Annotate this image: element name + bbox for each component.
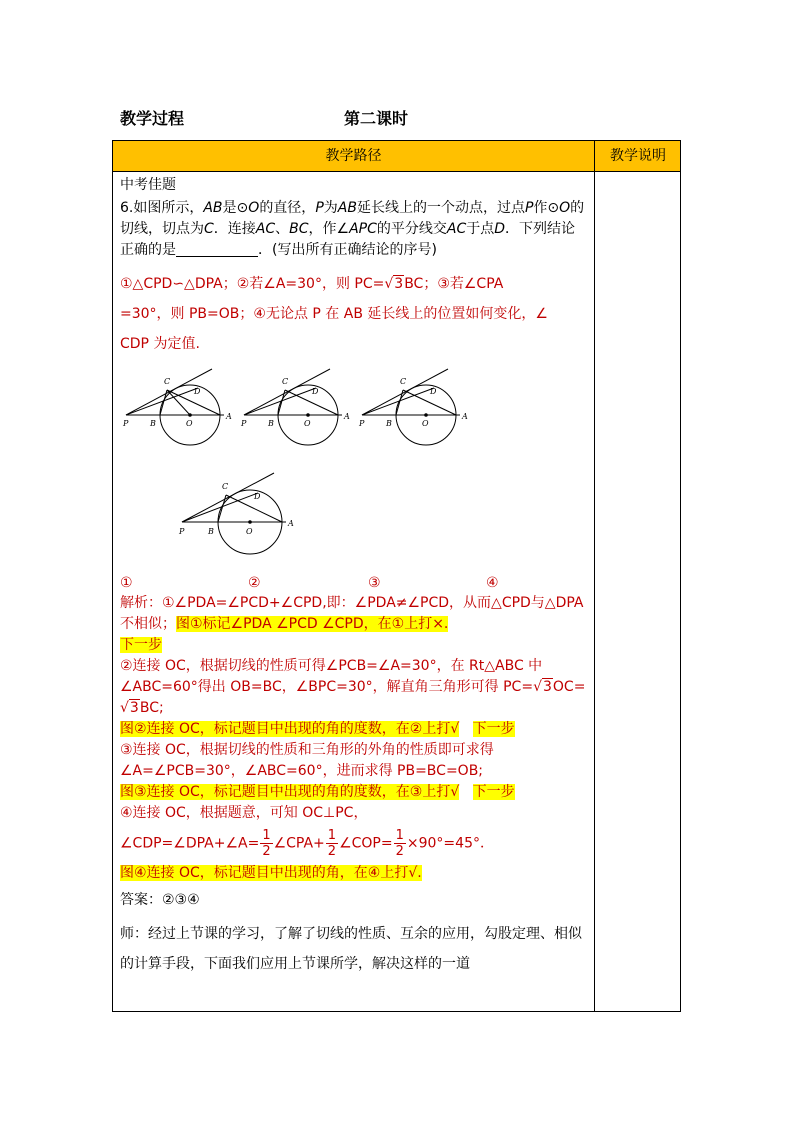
svg-text:D: D: [254, 492, 261, 501]
next-step-3: 下一步: [472, 784, 515, 800]
figure-number-1: ①: [120, 575, 133, 591]
svg-text:O: O: [304, 419, 311, 428]
svg-text:A: A: [288, 519, 294, 528]
svg-text:P: P: [241, 419, 247, 428]
figure-number-2: ②: [248, 575, 261, 591]
col-header-notes: 教学说明: [610, 148, 666, 164]
svg-text:D: D: [430, 387, 437, 396]
figure-1: [120, 363, 240, 453]
svg-text:D: D: [194, 387, 201, 396]
svg-text:C: C: [164, 377, 171, 386]
analysis-step-4: ④连接 OC，根据题意，可知 OC⊥PC，: [120, 805, 368, 821]
svg-text:D: D: [312, 387, 319, 396]
svg-text:P: P: [359, 419, 365, 428]
figure-4: [176, 467, 306, 565]
svg-text:O: O: [186, 419, 193, 428]
answer-line: 答案：②③④: [120, 892, 200, 908]
figure-number-4: ④: [486, 575, 499, 591]
svg-text:O: O: [246, 527, 253, 536]
problem-text: 6.如图所示，AB是⊙O的直径，P为AB延长线上的一个动点，过点P作⊙O的切线，切点为C．连接AC、BC，作∠APC的平分线交AC于点D．下列结论正确的是 ．(写出所有正确结论的序号): [120, 200, 585, 258]
teaching-path-content: [120, 175, 588, 979]
highlight-step-3: 图③连接 OC，标记题目中出现的角的度数，在③上打√: [120, 784, 460, 800]
figure-3: [356, 363, 476, 453]
analysis-step-2: ②连接 OC，根据切线的性质可得∠PCB=∠A=30°，在 Rt△ABC 中∠ABC=60°得出 OB=BC，∠BPC=30°，解直角三角形可得 PC=√3OC=√3BC;: [120, 658, 586, 716]
next-step-2: 下一步: [472, 721, 515, 737]
svg-text:A: A: [344, 412, 350, 421]
angle-formula: ∠CDP=∠DPA+∠A= $\frac{1}{2}$ ∠CPA+ $\frac{1}{2}$ ∠COP= $\frac{1}{2}$ ×90°=45°．: [120, 828, 494, 859]
svg-text:B: B: [150, 419, 156, 428]
lesson-title: 第二课时: [344, 109, 409, 128]
figure-numbers: [120, 573, 588, 593]
svg-text:B: B: [208, 527, 214, 536]
svg-text:P: P: [179, 527, 185, 536]
svg-text:B: B: [386, 419, 392, 428]
svg-text:C: C: [400, 377, 407, 386]
highlight-step-4: 图④连接 OC，标记题目中出现的角，在④上打√.: [120, 865, 422, 881]
highlight-step-1: 图①标记∠PDA ∠PCD ∠CPD，在①上打×.: [176, 616, 449, 632]
next-step-1: 下一步: [120, 637, 162, 653]
column-divider: [594, 141, 595, 1011]
figure-2: [238, 363, 358, 453]
analysis-step-3: ③连接 OC，根据切线的性质和三角形的外角的性质即可求得∠A=∠PCB=30°，∠ABC=60°，进而求得 PB=BC=OB;: [120, 742, 494, 779]
highlight-step-2: 图②连接 OC，标记题目中出现的角的度数，在②上打√: [120, 721, 460, 737]
statements: ①△CPD∽△DPA；②若∠A=30°，则 PC=√3BC；③若∠CPA =30°，则 PB=OB；④无论点 P 在 AB 延长线上的位置如何变化，∠ CDP 为定值.: [120, 269, 588, 359]
geometry-figures: [120, 363, 588, 573]
analysis-step-1: 解析：①∠PDA=∠PCD+∠CPD,即：∠PDA≠∠PCD，从而△CPD与△DPA 不相似；图①标记∠PDA ∠PCD ∠CPD，在①上打×. 下一步: [120, 595, 584, 653]
svg-text:B: B: [268, 419, 274, 428]
figure-number-3: ③: [368, 575, 381, 591]
answer-blank: [176, 242, 258, 257]
section-title: 中考佳题: [120, 177, 176, 193]
svg-text:C: C: [282, 377, 289, 386]
section-left-title: 教学过程: [120, 109, 185, 128]
col-header-path: 教学路径: [325, 148, 382, 164]
svg-text:A: A: [226, 412, 232, 421]
svg-text:C: C: [222, 482, 229, 491]
teacher-remark: 师：经过上节课的学习，了解了切线的性质、互余的应用，勾股定理、相似的计算手段，下面我们应用上节课所学，解决这样的一道: [120, 926, 582, 972]
svg-text:A: A: [462, 412, 468, 421]
svg-text:O: O: [422, 419, 429, 428]
svg-text:P: P: [123, 419, 129, 428]
analysis: [120, 593, 588, 884]
sqrt-symbol: √3: [384, 276, 404, 292]
